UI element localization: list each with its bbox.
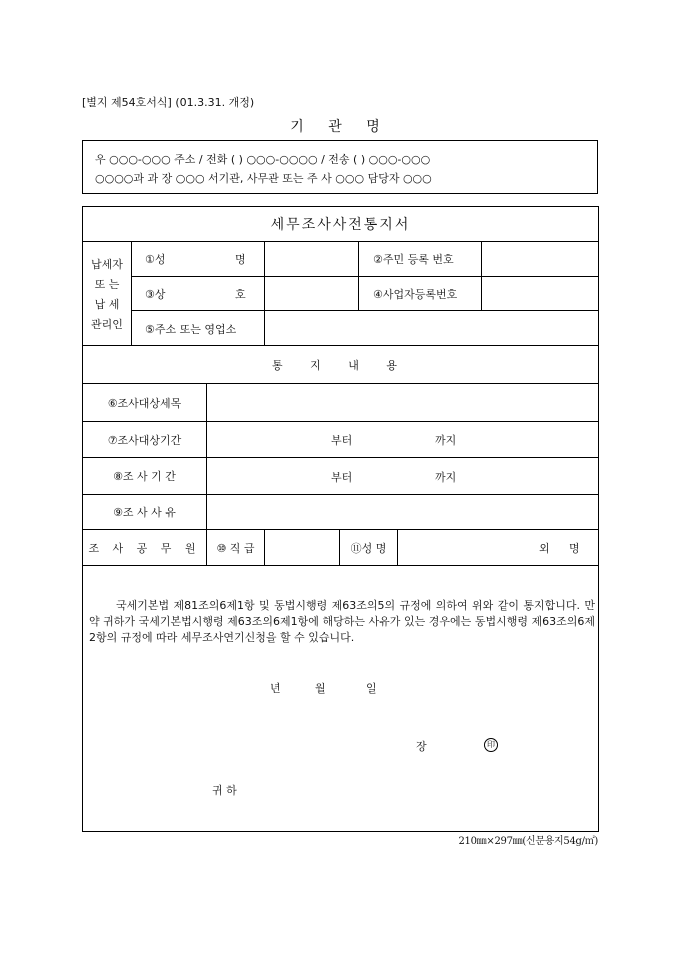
address-label: ⑤주소 또는 영업소 (145, 323, 237, 336)
taxpayer-label-line: 또 는 (94, 278, 120, 291)
officer-name-label: ⑪성 명 (350, 541, 387, 555)
rrn-label: ②주민 등록 번호 (373, 253, 454, 266)
target-period-label: ⑦조사대상기간 (107, 433, 182, 447)
notice-header: 통 지 내 용 (272, 358, 409, 372)
tax-items-field[interactable] (207, 384, 597, 420)
name-label: ①성 (145, 253, 166, 266)
tax-items-label-cell (83, 384, 206, 421)
reason-label-cell (83, 495, 206, 529)
divider (358, 241, 359, 310)
investigation-period-label: ⑧조 사 기 간 (113, 470, 176, 483)
others-prefix: 외 (539, 542, 550, 555)
divider (131, 241, 132, 345)
taxpayer-label-line: 관리인 (91, 318, 123, 331)
paper-spec: 210㎜×297㎜(신문용지54g/㎡) (458, 836, 598, 847)
form-reference: [별지 제54호서식] (01.3.31. 개정) (82, 96, 255, 109)
seal-mark (484, 737, 498, 752)
rank-label: ⑩ 직 급 (216, 541, 255, 555)
reason-label: ⑨조 사 사 유 (113, 506, 176, 519)
address-line-1: 우 ○○○-○○○ 주소 / 전화 ( ) ○○○-○○○○ / 전송 ( ) ○○○-○○○ (95, 153, 431, 166)
notice-body-text (89, 598, 595, 646)
investigation-period-from: 부터 (331, 471, 353, 484)
taxpayer-label-line: 납세자 (91, 258, 123, 271)
business-registration-field[interactable] (482, 277, 597, 309)
others-suffix: 명 (569, 542, 580, 555)
date-year: 년 (270, 682, 281, 695)
officer-name-label-cell (340, 530, 397, 565)
investigation-period-label-cell (83, 458, 206, 494)
tax-items-label: ⑥조사대상세목 (107, 396, 182, 410)
divider (83, 565, 598, 566)
addressee: 귀 하 (212, 784, 237, 797)
address-field[interactable] (265, 311, 597, 344)
chief-title: 장 (416, 740, 427, 753)
target-period-label-cell (83, 422, 206, 457)
address-line-2: ○○○○과 과 장 ○○○ 서기관, 사무관 또는 주 사 ○○○ 담당자 ○○○ (95, 172, 432, 185)
business-registration-label: ④사업자등록번호 (373, 288, 458, 301)
trade-name-field[interactable] (265, 277, 357, 309)
date-day: 일 (366, 682, 377, 695)
divider (397, 529, 398, 565)
name-label-suffix: 명 (235, 253, 246, 266)
target-period-to: 까지 (435, 434, 457, 447)
organization-name: 기 관 명 (290, 119, 390, 135)
notice-paragraph: 국세기본법 제81조의6제1항 및 동법시행령 제63조의5의 규정에 의하여 위와 같이 통지합니다. 만약 귀하가 국세기본법시행령 제63조의6제1항에 해당하는 사유가 있는 경우에는 동법시행령 제63조의6제2항의 규정에 따라 세무조사연기신청을 할 수 있습니다. (89, 599, 595, 644)
address-box (82, 140, 598, 194)
rank-label-cell (207, 530, 264, 565)
trade-name-label: ③상 (145, 288, 166, 301)
notice-form-table (82, 206, 599, 832)
form-title-cell (83, 207, 598, 241)
date-month: 월 (315, 682, 326, 695)
taxpayer-label (83, 255, 131, 335)
rrn-field[interactable] (482, 242, 597, 275)
name-field[interactable] (265, 242, 357, 275)
rank-field[interactable] (265, 530, 338, 564)
officer-label: 조 사 공 무 원 (88, 541, 201, 555)
investigation-period-to: 까지 (435, 471, 457, 484)
target-period-from: 부터 (331, 434, 353, 447)
form-title: 세무조사사전통지서 (270, 217, 411, 233)
trade-name-label-suffix: 호 (235, 288, 246, 301)
reason-field[interactable] (207, 495, 597, 528)
seal-icon: 印 (484, 738, 498, 752)
taxpayer-label-line: 납 세 (94, 298, 120, 311)
notice-header-cell (83, 346, 598, 383)
officer-label-cell (83, 530, 206, 565)
